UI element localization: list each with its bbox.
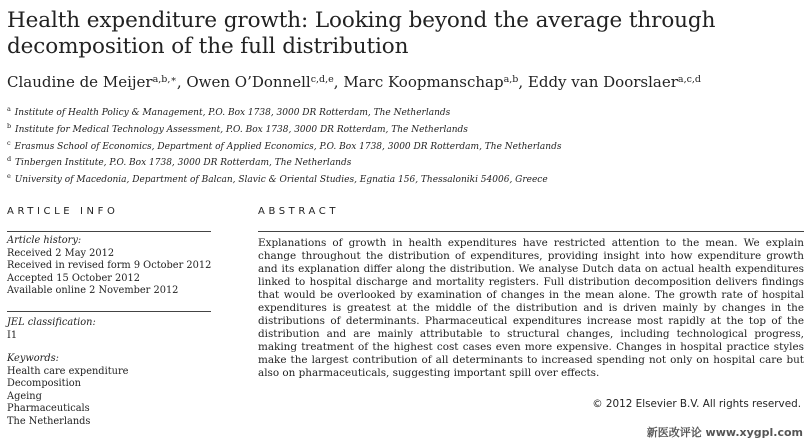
paper-title: Health expenditure growth: Looking beyond the average through decomposition of the full distribution [7, 8, 716, 59]
keywords [7, 353, 212, 429]
affiliation-text: Institute of Health Policy & Management, P.O. Box 1738, 3000 DR Rotterdam, The Netherlands [11, 108, 451, 118]
affiliation-line [7, 120, 561, 137]
author-name: Owen O’Donnell [186, 73, 311, 91]
affiliation-line [7, 153, 561, 170]
history-divider [7, 311, 211, 312]
keyword: The Netherlands [7, 415, 91, 427]
history-list [7, 248, 212, 298]
jel-list [7, 330, 212, 343]
author-affil-marker: a,b [503, 74, 519, 85]
jel-code: I1 [7, 329, 18, 341]
keywords-label: Keywords: [7, 353, 59, 364]
affiliation-text: University of Macedonia, Department of Balcan, Slavic & Oriental Studies, Egnatia 156, Thessaloniki 54006, Greece [11, 175, 548, 186]
author-name: Eddy van Doorslaer [527, 73, 678, 91]
abstract-rule-top [258, 231, 804, 232]
keyword: Health care expenditure [7, 365, 129, 377]
affiliation-key: a [7, 105, 11, 113]
history-entry: Received 2 May 2012 [7, 247, 115, 259]
affiliation-line [7, 170, 561, 187]
keyword: Decomposition [7, 378, 81, 390]
author-affil-marker: a,b,∗ [152, 74, 177, 85]
affiliation-key: b [7, 121, 12, 130]
affiliation-line [7, 137, 561, 154]
article-info-rule-top [7, 231, 211, 232]
jel-classification [7, 317, 212, 342]
article-info-heading: ARTICLE INFO [7, 206, 119, 217]
author-affil-marker: a,c,d [677, 74, 702, 85]
affiliation-line [7, 103, 561, 120]
author-separator: , [333, 73, 344, 91]
site-watermark: 新医改评论 www.xygpl.com [646, 426, 803, 439]
keyword: Pharmaceuticals [7, 403, 90, 415]
keywords-list [7, 366, 212, 429]
history-entry: Received in revised form 9 October 2012 [7, 260, 212, 272]
history-label: Article history: [7, 235, 82, 246]
abstract-heading: ABSTRACT [258, 206, 340, 217]
jel-label: JEL classification: [7, 317, 96, 328]
affiliation-key: c [7, 138, 11, 147]
author-name: Marc Koopmanschap [343, 73, 504, 91]
history-entry: Accepted 15 October 2012 [7, 272, 140, 284]
author-separator: , [176, 73, 187, 91]
affiliation-key: d [7, 155, 12, 164]
affiliation-key: e [7, 172, 11, 181]
author-name: Claudine de Meijer [7, 73, 153, 91]
affiliation-text: Tinbergen Institute, P.O. Box 1738, 3000 DR Rotterdam, The Netherlands [12, 158, 352, 169]
author-affil-marker: c,d,e [310, 74, 334, 85]
author-separator: , [518, 73, 528, 91]
affiliation-text: Institute for Medical Technology Assessment, P.O. Box 1738, 3000 DR Rotterdam, The Netherlands [12, 124, 468, 135]
history-entry: Available online 2 November 2012 [7, 285, 179, 297]
author-list [7, 72, 701, 92]
keyword: Ageing [7, 390, 42, 402]
abstract-text: Explanations of growth in health expenditures have restricted attention to the mean. We explain change throughout the distribution of expenditures, providing insight into how expenditure growth and its explanation differ along the distribution. We analyse Dutch data on actual health expenditures linked to hospital discharge and mortality registers. Full distribution decomposition delivers findings that would be overlooked by examination of changes in the mean alone. The growth rate of hospital expenditures is greatest at the middle of the distribution and is driven mainly by changes in the distributions of determinants. Pharmaceutical expenditures increase most rapidly at the top of the distribution and are mainly attributable to structural changes, including technological progress, making treatment of the highest cost cases even more expensive. Changes in hospital practice styles make the largest contribution of all determinants to increased spending not only on hospital care but also on pharmaceuticals, suggesting important spill over effects. [258, 237, 804, 379]
affiliations [7, 103, 561, 187]
affiliation-text: Erasmus School of Economics, Department of Applied Economics, P.O. Box 1738, 3000 DR Rotterdam, The Netherlands [11, 141, 562, 152]
article-history [7, 235, 212, 298]
copyright-notice: © 2012 Elsevier B.V. All rights reserved. [592, 398, 801, 410]
